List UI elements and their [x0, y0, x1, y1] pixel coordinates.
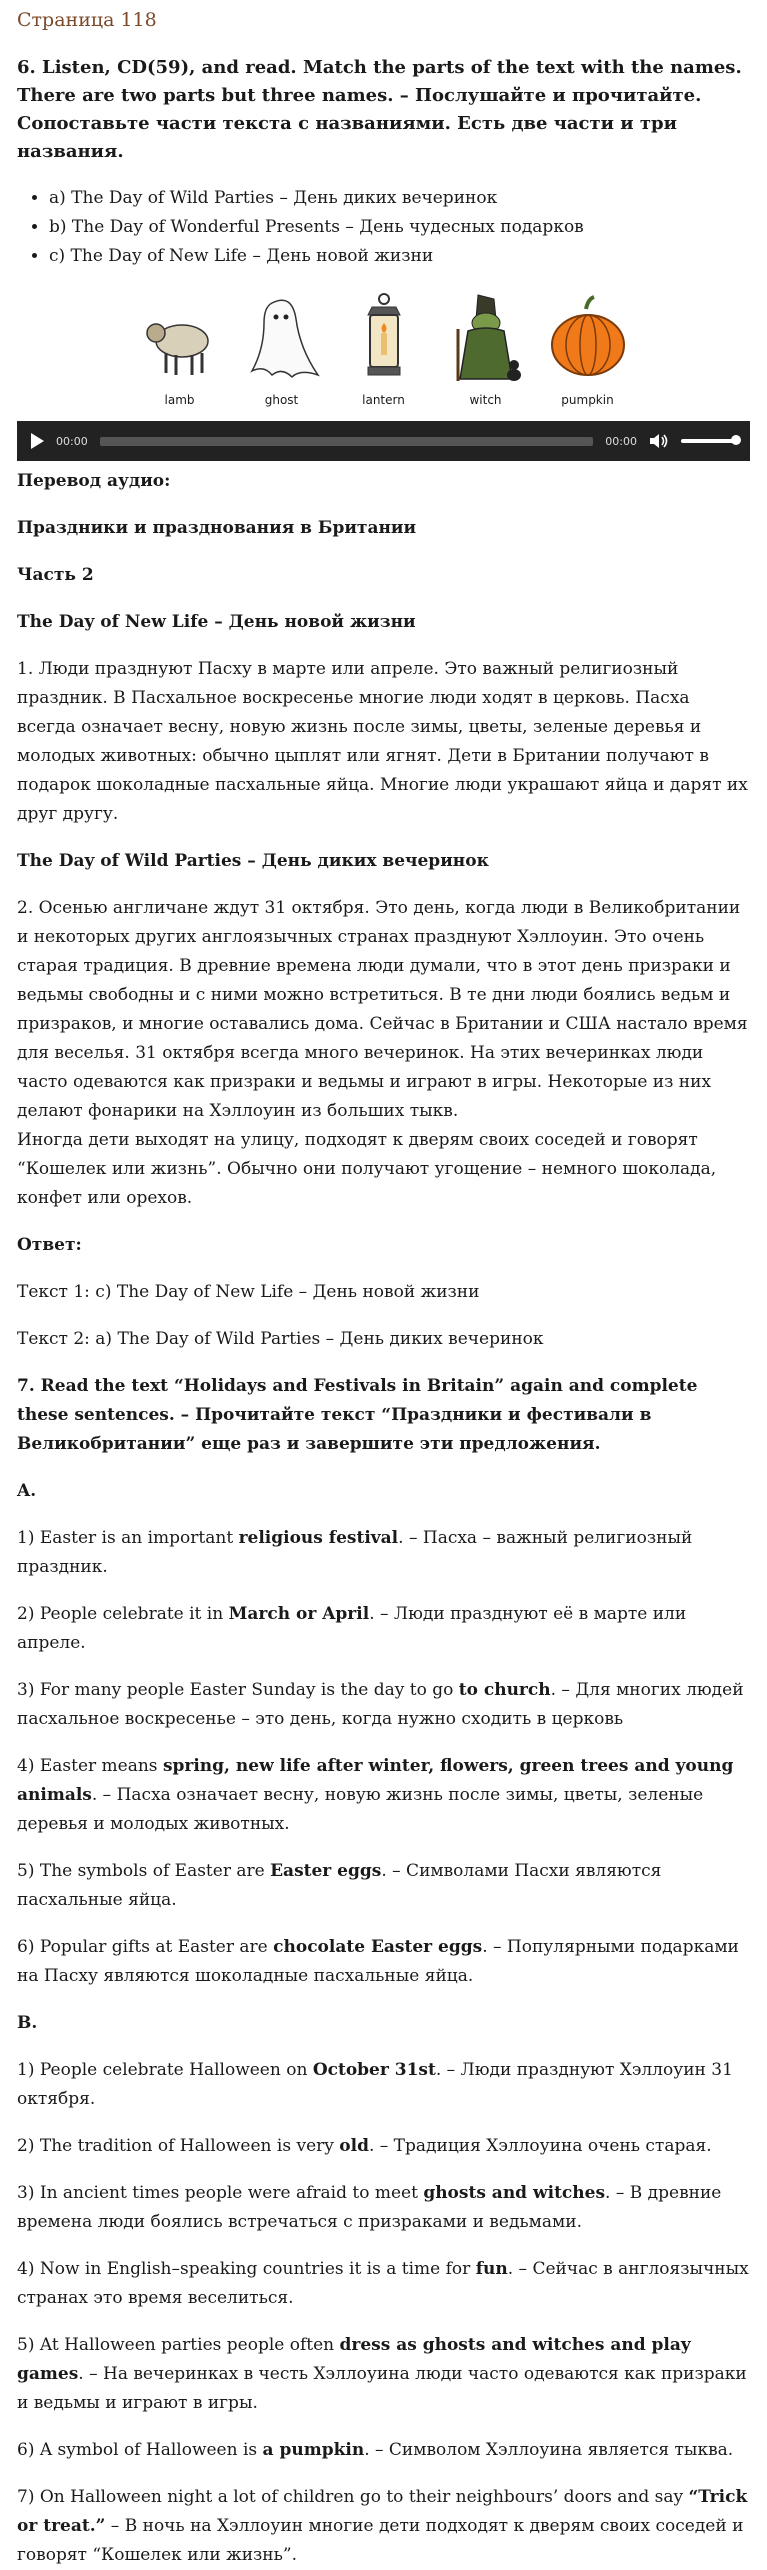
audio-total-time: 00:00: [605, 434, 637, 448]
sentence-b5-start: 5) At Halloween parties people often: [17, 2335, 340, 2355]
sentence-a1-end: . – Пасха – важный религиозный праздник.: [17, 1528, 693, 1577]
option-c: • c) The Day of New Life – День новой жизни: [49, 242, 750, 271]
sentence-b2-end: . – Традиция Хэллоуина очень старая.: [368, 2136, 712, 2156]
sentence-a1-start: 1) Easter is an important: [17, 1528, 239, 1548]
sentence-b2-start: 2) The tradition of Halloween is very: [17, 2136, 340, 2156]
picture-ghost: [242, 289, 322, 407]
sentence-b7-end: – В ночь на Хэллоуин многие дети подходят к дверям своих соседей и говорят “Кошелек или жизнь”.: [17, 2516, 744, 2565]
sentence-b1-answer: October 31st: [312, 2060, 436, 2080]
sentence-a3-answer: to church: [458, 1680, 551, 1700]
sentence-a4-end: . – Пасха означает весну, новую жизнь после зимы, цветы, зеленые деревья и молодых животных.: [17, 1785, 704, 1834]
sentence-b4-answer: fun: [475, 2259, 508, 2279]
lamb-illustration: [140, 289, 220, 389]
sentence-b5-end: . – На вечеринках в честь Хэллоуина люди часто одеваются как призраки и ведьмы и играют в игры.: [17, 2364, 747, 2413]
task-6-title: 6. Listen, CD(59), and read. Match the parts of the text with the names. There are two parts but three names. – Послушайте и прочитайте. Сопоставьте части текста с названиями. Есть две части и три названия.: [17, 57, 742, 162]
task-7-title: 7. Read the text “Holidays and Festivals in Britain” again and complete these sentences. – Прочитайте текст “Праздники и фестивали в Великобритании” еще раз и завершите эти предложения.: [17, 1376, 698, 1454]
sentence-a1-answer: religious festival: [238, 1528, 399, 1548]
sentence-b4-start: 4) Now in English–speaking countries it is a time for: [17, 2259, 476, 2279]
sentence-b7-start: 7) On Halloween night a lot of children go to their neighbours’ doors and say: [17, 2487, 689, 2507]
translation-title: Праздники и празднования в Британии: [17, 518, 417, 538]
option-a: • a) The Day of Wild Parties – День диких вечеринок: [49, 184, 750, 213]
picture-caption-pumpkin: pumpkin: [561, 393, 614, 407]
picture-witch: [446, 289, 526, 407]
answer-label: Ответ:: [17, 1235, 82, 1255]
picture-caption-ghost: ghost: [264, 393, 299, 407]
sentence-b3-answer: ghosts and witches: [423, 2183, 606, 2203]
sentence-a6: [17, 1933, 750, 1991]
translation-heading: Перевод аудио:: [17, 471, 171, 491]
sentence-a6-answer: chocolate Easter eggs: [273, 1937, 483, 1957]
sentence-a2-end: . – Люди празднуют её в марте или апреле.: [17, 1604, 687, 1653]
sentence-a4-start: 4) Easter means: [17, 1756, 163, 1776]
sentence-b4-end: . – Сейчас в англоязычных странах это время веселиться.: [17, 2259, 749, 2308]
sentence-a1: [17, 1524, 750, 1582]
sentence-b1-start: 1) People celebrate Halloween on: [17, 2060, 313, 2080]
sentence-a3-end: . – Для многих людей пасхальное воскресенье – это день, когда нужно сходить в церковь: [17, 1680, 744, 1729]
picture-caption-lantern: lantern: [362, 393, 405, 407]
audio-progress-bar[interactable]: [100, 437, 594, 446]
play-icon[interactable]: [31, 433, 44, 449]
sentence-b1-end: . – Люди празднуют Хэллоуин 31 октября.: [17, 2060, 733, 2109]
ghost-illustration: [242, 289, 322, 389]
sentence-a5: [17, 1857, 750, 1915]
volume-slider[interactable]: [681, 439, 736, 443]
sentence-b1: [17, 2056, 750, 2114]
picture-lamb: [140, 289, 220, 407]
sentence-a3-start: 3) For many people Easter Sunday is the day to go: [17, 1680, 459, 1700]
picture-lantern: [344, 289, 424, 407]
part-b-label: B.: [17, 2013, 38, 2033]
sentence-b5: [17, 2331, 750, 2418]
lantern-illustration: [344, 289, 424, 389]
options-list: [17, 184, 750, 271]
sentence-b6: [17, 2436, 750, 2465]
audio-current-time: 00:00: [56, 434, 88, 448]
option-b: • b) The Day of Wonderful Presents – День чудесных подарков: [49, 213, 750, 242]
vocabulary-pictures: [17, 289, 750, 407]
audio-player: [17, 421, 750, 461]
sentence-a2: [17, 1600, 750, 1658]
sentence-b7-answer: “Trick or treat.”: [17, 2487, 748, 2536]
part-a-label: A.: [17, 1481, 37, 1501]
section-1-text: 1. Люди празднуют Пасху в марте или апреле. Это важный религиозный праздник. В Пасхальное воскресенье многие люди ходят в церковь. Пасха всегда означает весну, новую жизнь после зимы, цветы, зеленые деревья и молодых животных: обычно цыплят или ягнят. Дети в Британии получают в подарок шоколадные пасхальные яйца. Многие люди украшают яйца и дарят их друг другу.: [17, 659, 748, 824]
sentence-b6-end: . – Символом Хэллоуина является тыква.: [364, 2440, 734, 2460]
section-1-title: The Day of New Life – День новой жизни: [17, 612, 416, 632]
section-2-text: 2. Осенью англичане ждут 31 октября. Это день, когда люди в Великобритании и некоторых других англоязычных странах празднуют Хэллоуин. Это очень старая традиция. В древние времена люди думали, что в этот день призраки и ведьмы свободны и с ними можно встретиться. В те дни люди боялись ведьм и призраков, и многие оставались дома. Сейчас в Британии и США настало время для веселья. 31 октября всегда много вечеринок. На этих вечеринках люди часто одеваются как призраки и ведьмы и играют в игры. Некоторые из них делают фонарики на Хэллоуин из больших тыкв.: [17, 898, 748, 1121]
sentence-a5-end: . – Символами Пасхи являются пасхальные яйца.: [17, 1861, 662, 1910]
volume-icon[interactable]: [649, 433, 669, 449]
sentence-a4: [17, 1752, 750, 1839]
sentence-b2-answer: old: [339, 2136, 369, 2156]
sentence-b3-end: . – В древние времена люди боялись встречаться с призраками и ведьмами.: [17, 2183, 722, 2232]
picture-caption-witch: witch: [469, 393, 502, 407]
section-2-text-continued: Иногда дети выходят на улицу, подходят к дверям своих соседей и говорят “Кошелек или жизнь”. Обычно они получают угощение – немного шоколада, конфет или орехов.: [17, 1130, 717, 1208]
sentence-a3: [17, 1676, 750, 1734]
sentence-b2: [17, 2132, 750, 2161]
answer-text-2: Текст 2: a) The Day of Wild Parties – День диких вечеринок: [17, 1329, 544, 1349]
sentence-a5-answer: Easter eggs: [270, 1861, 382, 1881]
picture-pumpkin: [548, 289, 628, 407]
sentence-b6-start: 6) A symbol of Halloween is: [17, 2440, 263, 2460]
sentence-b6-answer: a pumpkin: [262, 2440, 365, 2460]
sentence-b3-start: 3) In ancient times people were afraid to meet: [17, 2183, 424, 2203]
sentence-b5-answer: dress as ghosts and witches and play games: [17, 2335, 691, 2384]
picture-caption-lamb: lamb: [164, 393, 195, 407]
sentence-b4: [17, 2255, 750, 2313]
answer-text-1: Текст 1: c) The Day of New Life – День новой жизни: [17, 1282, 480, 1302]
witch-illustration: [446, 289, 526, 389]
sentence-a5-start: 5) The symbols of Easter are: [17, 1861, 271, 1881]
translation-part: Часть 2: [17, 565, 94, 585]
sentence-b7: [17, 2483, 750, 2570]
sentence-b3: [17, 2179, 750, 2237]
section-2-title: The Day of Wild Parties – День диких вечеринок: [17, 851, 489, 871]
pumpkin-illustration: [548, 289, 628, 389]
sentence-a2-start: 2) People celebrate it in: [17, 1604, 229, 1624]
sentence-a6-start: 6) Popular gifts at Easter are: [17, 1937, 274, 1957]
sentence-a4-answer: spring, new life after winter, flowers, green trees and young animals: [17, 1756, 734, 1805]
sentence-a2-answer: March or April: [228, 1604, 370, 1624]
page-number: Страница 118: [17, 9, 157, 31]
sentence-a6-end: . – Популярными подарками на Пасху являются шоколадные пасхальные яйца.: [17, 1937, 739, 1986]
